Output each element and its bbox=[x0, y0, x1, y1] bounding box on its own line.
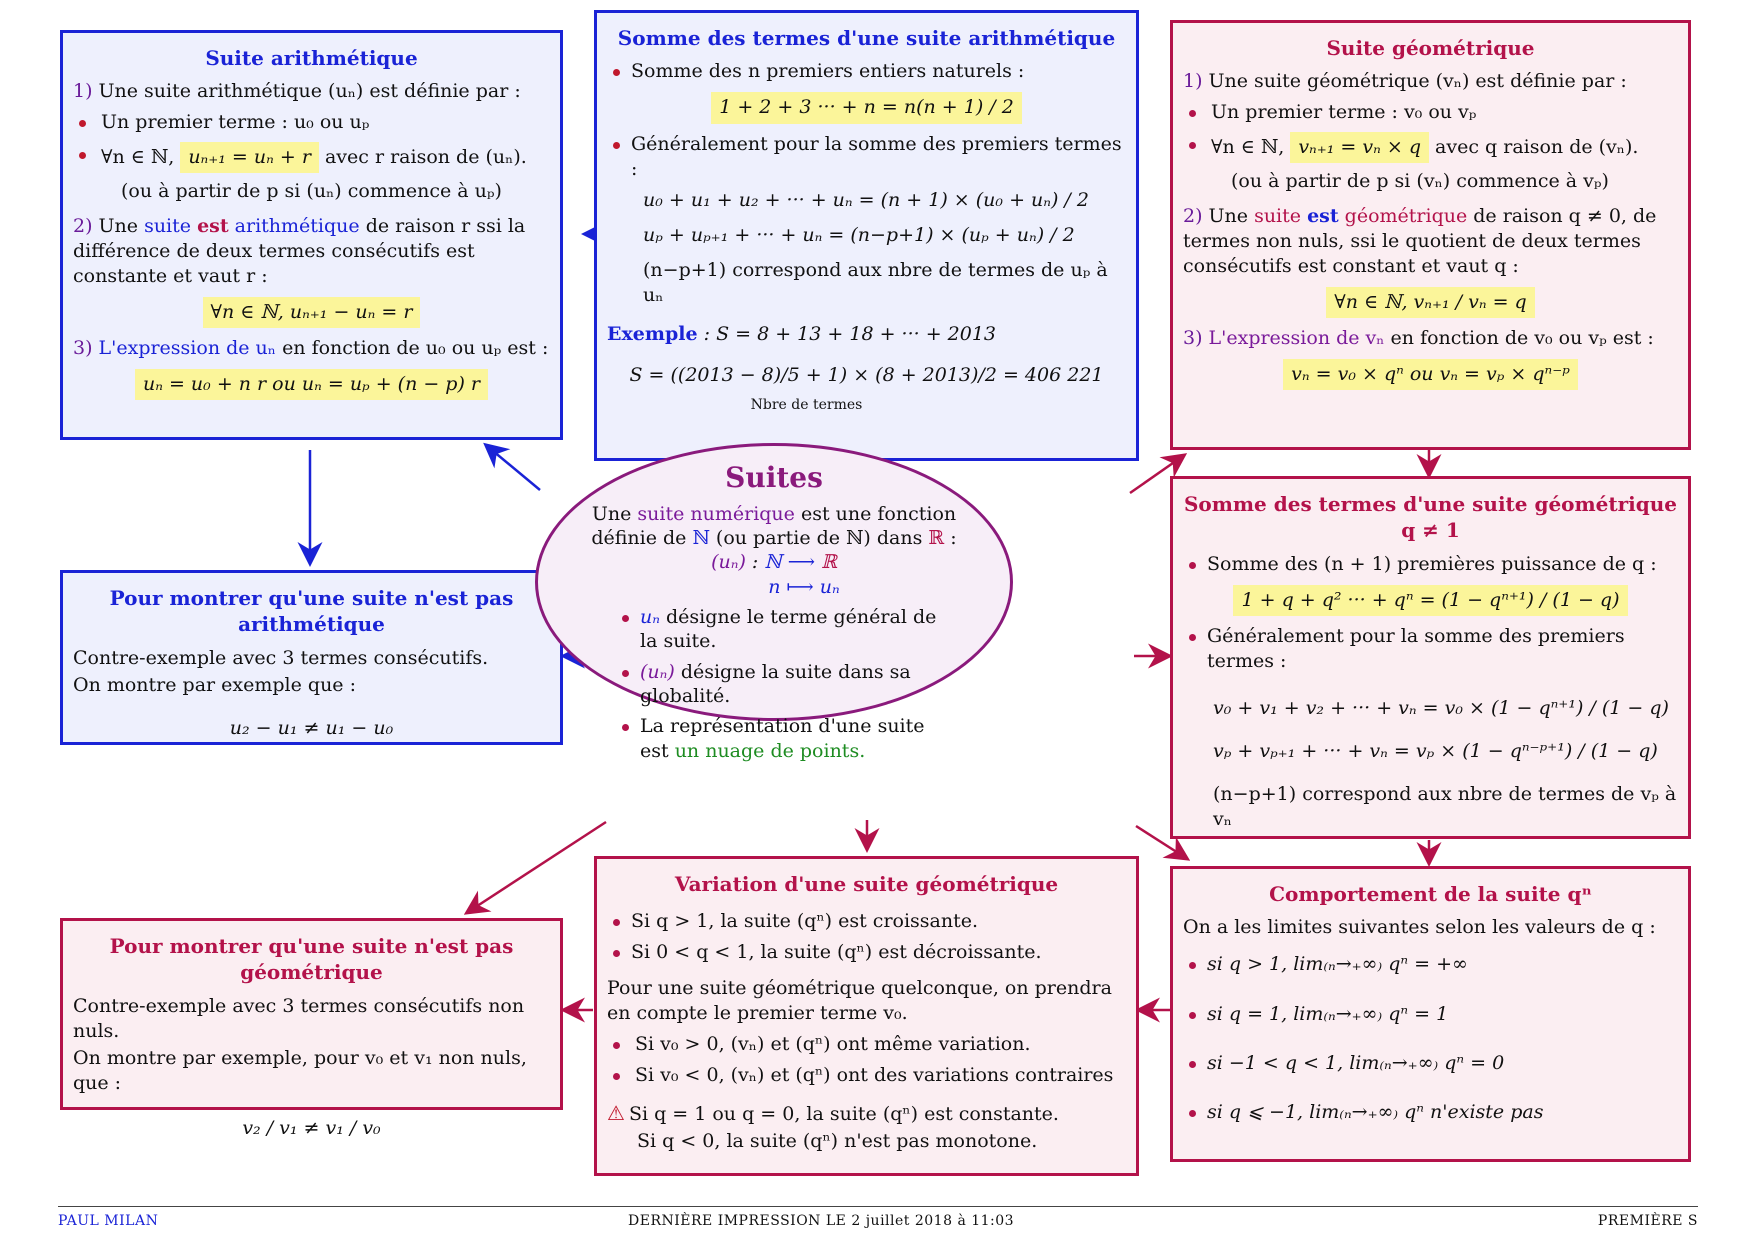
footer-date: DERNIÈRE IMPRESSION LE 2 juillet 2018 à 11:03 bbox=[628, 1213, 1015, 1229]
warning-line-1: ⚠ Si q = 1 ou q = 0, la suite (qⁿ) est constante. bbox=[607, 1100, 1059, 1125]
bullet-first-term: Un premier terme : v₀ ou vₚ bbox=[1183, 100, 1678, 125]
geo-sum-formula-2: vₚ + vₚ₊₁ + ··· + vₙ = vₚ × (1 − qⁿ⁻ᵖ⁺¹) / (1 − q) bbox=[1213, 740, 1658, 763]
geo-sum-formula-1: v₀ + v₁ + v₂ + ··· + vₙ = v₀ × (1 − qⁿ⁺¹) / (1 − q) bbox=[1213, 697, 1669, 720]
arithmetic-sequence-box bbox=[60, 30, 563, 440]
start-note: (ou à partir de p si (vₙ) commence à vₚ) bbox=[1231, 169, 1609, 192]
example-formula: S = ((2013 − 8)/5 + 1) × (8 + 2013)/2 = 406 221 bbox=[629, 364, 1104, 387]
integer-sum-formula: 1 + 2 + 3 ··· + n = n(n + 1) / 2 bbox=[711, 92, 1022, 123]
bullet-general-sum: Généralement pour la somme des premiers termes : bbox=[607, 132, 1126, 182]
powers-sum-formula: 1 + q + q² ··· + qⁿ = (1 − qⁿ⁺¹) / (1 − q) bbox=[1233, 585, 1627, 616]
bullet-general-sum: Généralement pour la somme des premiers termes : bbox=[1183, 624, 1678, 674]
bullet-recurrence: ∀n ∈ ℕ, vₙ₊₁ = vₙ × q avec q raison de (vₙ). bbox=[1183, 132, 1678, 163]
quotient-formula: ∀n ∈ ℕ, vₙ₊₁ / vₙ = q bbox=[1326, 287, 1534, 318]
footer-author: PAUL MILAN bbox=[58, 1213, 159, 1229]
limit-bullet-4: si q ⩽ −1, lim₍ₙ→₊∞₎ qⁿ n'existe pas bbox=[1183, 1100, 1678, 1125]
bullet-recurrence: ∀n ∈ ℕ, uₙ₊₁ = uₙ + r avec r raison de (uₙ). bbox=[73, 142, 550, 173]
variation-box bbox=[594, 856, 1139, 1176]
not-arith-line2: On montre par exemple que : bbox=[73, 673, 356, 696]
footer-level: PREMIÈRE S bbox=[1597, 1213, 1698, 1229]
not-geo-formula: v₂ / v₁ ≠ v₁ / v₀ bbox=[242, 1117, 381, 1140]
geometric-sum-box bbox=[1170, 476, 1691, 839]
bullet-integer-sum: Somme des n premiers entiers naturels : bbox=[607, 59, 1126, 84]
recurrence-formula: vₙ₊₁ = vₙ × q bbox=[1290, 132, 1429, 163]
not-arithmetic-title: Pour montrer qu'une suite n'est pas arithmétique bbox=[109, 586, 514, 637]
explicit-formula: vₙ = v₀ × qⁿ ou vₙ = vₚ × qⁿ⁻ᵖ bbox=[1283, 359, 1578, 390]
mapping-line1: (uₙ) : ℕ ⟶ ℝ bbox=[711, 551, 837, 574]
bullet-first-term: Un premier terme : u₀ ou uₚ bbox=[73, 110, 550, 135]
not-arith-line1: Contre-exemple avec 3 termes consécutifs. bbox=[73, 646, 489, 669]
variation-bullet-4: Si v₀ < 0, (vₙ) et (qⁿ) ont des variations contraires bbox=[607, 1063, 1126, 1088]
sum-formula-2: uₚ + uₚ₊₁ + ··· + uₙ = (n−p+1) × (uₚ + uₙ) / 2 bbox=[643, 223, 1075, 246]
page-footer bbox=[58, 1206, 1698, 1229]
center-line1: Une suite numérique est une fonction bbox=[591, 502, 957, 525]
variation-bullet-1: Si q > 1, la suite (qⁿ) est croissante. bbox=[607, 909, 1126, 934]
arithmetic-definition: Une suite arithmétique (uₙ) est définie par : bbox=[98, 80, 521, 103]
difference-formula: ∀n ∈ ℕ, uₙ₊₁ − uₙ = r bbox=[203, 297, 421, 328]
limit-bullet-1: si q > 1, lim₍ₙ→₊∞₎ qⁿ = +∞ bbox=[1183, 952, 1678, 977]
bullet-powers-sum: Somme des (n + 1) premières puissance de q : bbox=[1183, 552, 1678, 577]
not-arithmetic-box bbox=[60, 570, 563, 745]
sum-formula-1: u₀ + u₁ + u₂ + ··· + uₙ = (n + 1) × (u₀ + uₙ) / 2 bbox=[643, 188, 1089, 211]
not-geometric-title: Pour montrer qu'une suite n'est pas géométrique bbox=[109, 934, 514, 985]
not-arith-formula: u₂ − u₁ ≠ u₁ − u₀ bbox=[229, 716, 394, 739]
terms-count-note: (n−p+1) correspond aux nbre de termes de uₚ à uₙ bbox=[643, 258, 1108, 306]
variation-paragraph: Pour une suite géométrique quelconque, on prendra en compte le premier terme v₀. bbox=[607, 976, 1112, 1024]
not-geometric-box bbox=[60, 918, 563, 1140]
geometric-sequence-box: Suite géométrique 1) Une suite géométrique (vₙ) est définie par : Un premier terme : v₀ ou vₚ ∀n ∈ ℕ, vₙ₊₁ = vₙ × q avec q raison de (vₙ). (ou à partir de p si (vₙ) commence à vₚ) 2) Une suite est géométrique de raison q ≠ 0, de termes non nuls, ssi le quotient de deux termes consécutifs est constant et vaut q : ∀n ∈ ℕ, vₙ₊₁ / vₙ = q 3) L'expression de vₙ en fonction de v₀ ou vₚ est : vₙ = v₀ × qⁿ ou vₙ = vₚ × qⁿ⁻ᵖ bbox=[1170, 20, 1691, 450]
not-geo-line1: Contre-exemple avec 3 termes consécutifs non nuls. bbox=[73, 994, 525, 1042]
arithmetic-sum-title: Somme des termes d'une suite arithmétique bbox=[617, 26, 1116, 50]
mapping-line2: n ⟼ uₙ bbox=[768, 575, 840, 598]
geo-terms-count-note: (n−p+1) correspond aux nbre de termes de vₚ à vₙ bbox=[1213, 783, 1677, 831]
geometric-sum-title: Somme des termes d'une suite géométrique q ≠ 1 bbox=[1183, 492, 1678, 543]
item-number: 1) bbox=[73, 80, 93, 103]
behavior-title: Comportement de la suite qⁿ bbox=[1269, 882, 1592, 906]
limit-bullet-3: si −1 < q < 1, lim₍ₙ→₊∞₎ qⁿ = 0 bbox=[1183, 1051, 1678, 1076]
variation-title: Variation d'une suite géométrique bbox=[674, 872, 1059, 896]
central-ellipse bbox=[535, 443, 1013, 762]
geo-criterion: 2) Une suite est géométrique de raison q ≠ 0, de termes non nuls, ssi le quotient de deux termes consécutifs est constant et vaut q : bbox=[1183, 204, 1657, 277]
start-note: (ou à partir de p si (uₙ) commence à uₚ) bbox=[121, 179, 502, 202]
arithmetic-title: Suite arithmétique bbox=[205, 46, 418, 70]
center-bullet-3: La représentation d'une suite est un nuage de points. bbox=[616, 714, 940, 763]
arith-expression: 3) L'expression de uₙ en fonction de u₀ ou uₚ est : bbox=[73, 337, 549, 360]
warning-icon: ⚠ bbox=[607, 1100, 625, 1125]
recurrence-formula: uₙ₊₁ = uₙ + r bbox=[180, 142, 319, 173]
geometric-definition: Une suite géométrique (vₙ) est définie par : bbox=[1208, 70, 1627, 93]
central-title: Suites bbox=[725, 461, 823, 494]
behavior-intro: On a les limites suivantes selon les valeurs de q : bbox=[1183, 916, 1656, 939]
example-line: Exemple : S = 8 + 13 + 18 + ··· + 2013 bbox=[607, 323, 997, 346]
not-geo-line2: On montre par exemple, pour v₀ et v₁ non nuls, que : bbox=[73, 1046, 527, 1095]
explicit-formula: uₙ = u₀ + n r ou uₙ = uₚ + (n − p) r bbox=[135, 369, 488, 400]
arrow-to-not-geo bbox=[468, 822, 606, 912]
arithmetic-sum-box bbox=[594, 10, 1139, 461]
brace-label: Nbre de termes bbox=[750, 397, 863, 414]
warning-line-2: Si q < 0, la suite (qⁿ) n'est pas monotone. bbox=[637, 1129, 1038, 1152]
limit-bullet-2: si q = 1, lim₍ₙ→₊∞₎ qⁿ = 1 bbox=[1183, 1002, 1678, 1027]
arrow-to-arith bbox=[487, 446, 540, 490]
center-bullet-1: uₙ désigne le terme général de la suite. bbox=[616, 605, 940, 654]
geometric-title: Suite géométrique bbox=[1326, 36, 1535, 60]
geo-expression: 3) L'expression de vₙ en fonction de v₀ ou vₚ est : bbox=[1183, 327, 1654, 350]
variation-bullet-3: Si v₀ > 0, (vₙ) et (qⁿ) ont même variation. bbox=[607, 1032, 1126, 1057]
arith-criterion: 2) Une suite est arithmétique de raison r ssi la différence de deux termes consécutifs est constante et vaut r : bbox=[73, 214, 526, 287]
center-bullet-2: (uₙ) désigne la suite dans sa globalité. bbox=[616, 660, 940, 709]
center-line2: définie de ℕ (ou partie de ℕ) dans ℝ : bbox=[591, 527, 957, 550]
variation-bullet-2: Si 0 < q < 1, la suite (qⁿ) est décroissante. bbox=[607, 940, 1126, 965]
behavior-box bbox=[1170, 866, 1691, 1162]
